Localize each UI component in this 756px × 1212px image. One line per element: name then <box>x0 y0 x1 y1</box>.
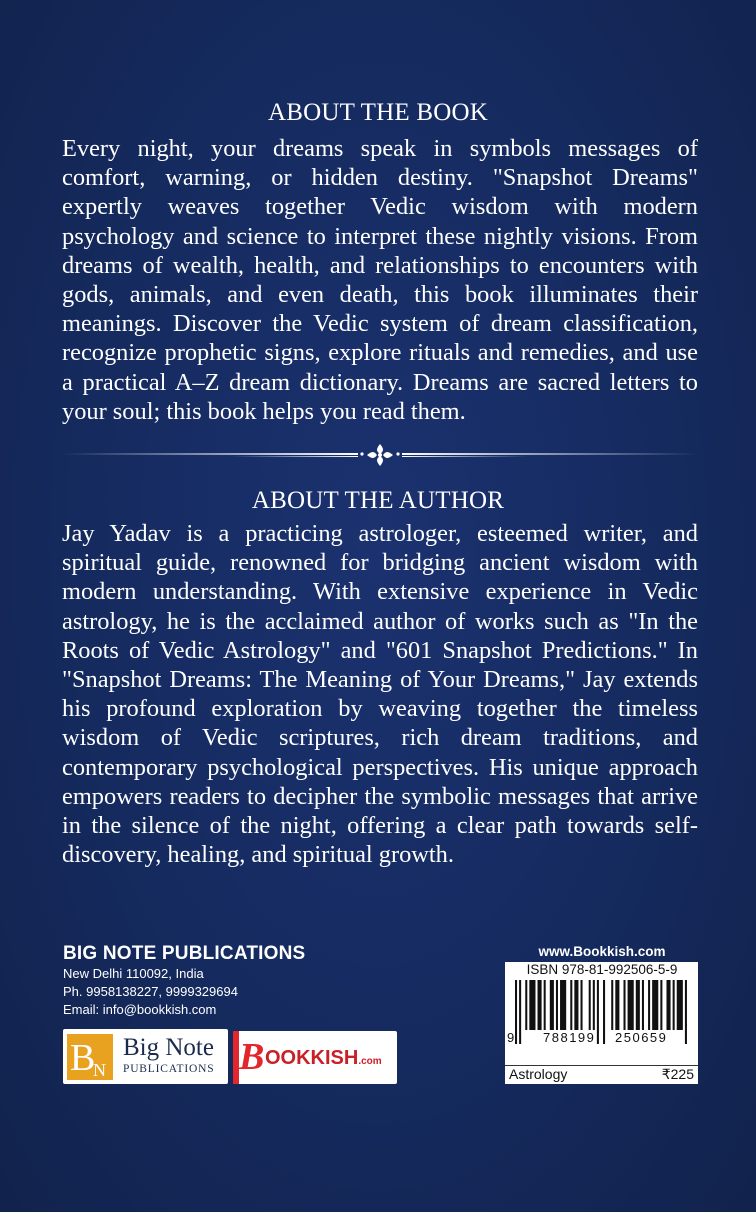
svg-text:N: N <box>93 1060 106 1080</box>
isbn-text: ISBN 978-81-992506-5-9 <box>526 962 678 977</box>
website-url: www.Bookkish.com <box>538 944 666 959</box>
bignote-title: Big Note <box>123 1034 214 1061</box>
barcode-box <box>505 962 698 1084</box>
barcode-digits-right: 250659 <box>615 1030 668 1045</box>
bookkish-initial: B <box>239 1036 265 1078</box>
bookkish-logo <box>233 1031 397 1084</box>
ornamental-divider <box>62 443 698 467</box>
bignote-subtitle: PUBLICATIONS <box>123 1063 215 1075</box>
about-author-text: Jay Yadav is a practicing astrologer, esteemed writer, and spiritual guide, renowned for bridging ancient wisdom with modern understanding. With extensive experience in Vedic astrology, he is the acclaimed author of works such as "In the Roots of Vedic Astrology" and "601 Snapshot Predictions." In "Snapshot Dreams: The Meaning of Your Dreams," Jay extends his profound exploration by weaving together the timeless wisdom of Vedic scriptures, rich dream traditions, and contemporary psychological perspectives. His unique approach empowers readers to decipher the symbolic messages that arrive in the silence of the night, offering a clear path towards self-discovery, healing, and spiritual growth. <box>62 520 698 869</box>
barcode-digit-first: 9 <box>507 1030 515 1045</box>
about-book-text: Every night, your dreams speak in symbols messages of comfort, warning, or hidden destiny. "Snapshot Dreams" expertly weaves together Vedic wisdom with modern psychology and science to interpret these nightly visions. From dreams of wealth, health, and relationships to encounters with gods, animals, and even death, this book illuminates their meanings. Discover the Vedic system of dream classification, recognize prophetic signs, explore rituals and remedies, and use a practical A–Z dream dictionary. Dreams are sacred letters to your soul; this book helps you read them. <box>62 135 698 425</box>
book-category: Astrology <box>509 1066 568 1082</box>
barcode-digits-left: 788199 <box>543 1030 596 1045</box>
bookkish-wordmark <box>265 1046 382 1074</box>
publisher-name: BIG NOTE PUBLICATIONS <box>63 943 306 964</box>
publisher-email: Email: info@bookkish.com <box>63 1002 217 1017</box>
publisher-info <box>63 943 305 1019</box>
bignote-mark-icon <box>67 1034 113 1080</box>
about-book-heading: ABOUT THE BOOK <box>268 99 488 126</box>
about-author-heading: ABOUT THE AUTHOR <box>251 487 505 514</box>
bookkish-word: OOKKISH <box>265 1047 359 1069</box>
publisher-address: New Delhi 110092, India <box>63 966 204 981</box>
svg-text:B: B <box>70 1037 96 1079</box>
publisher-phone: Ph. 9958138227, 9999329694 <box>63 984 238 999</box>
fleuron-icon <box>360 444 399 466</box>
bookkish-tld: .com <box>358 1056 382 1067</box>
bignote-logo <box>63 1029 228 1084</box>
book-price: ₹225 <box>661 1066 694 1082</box>
